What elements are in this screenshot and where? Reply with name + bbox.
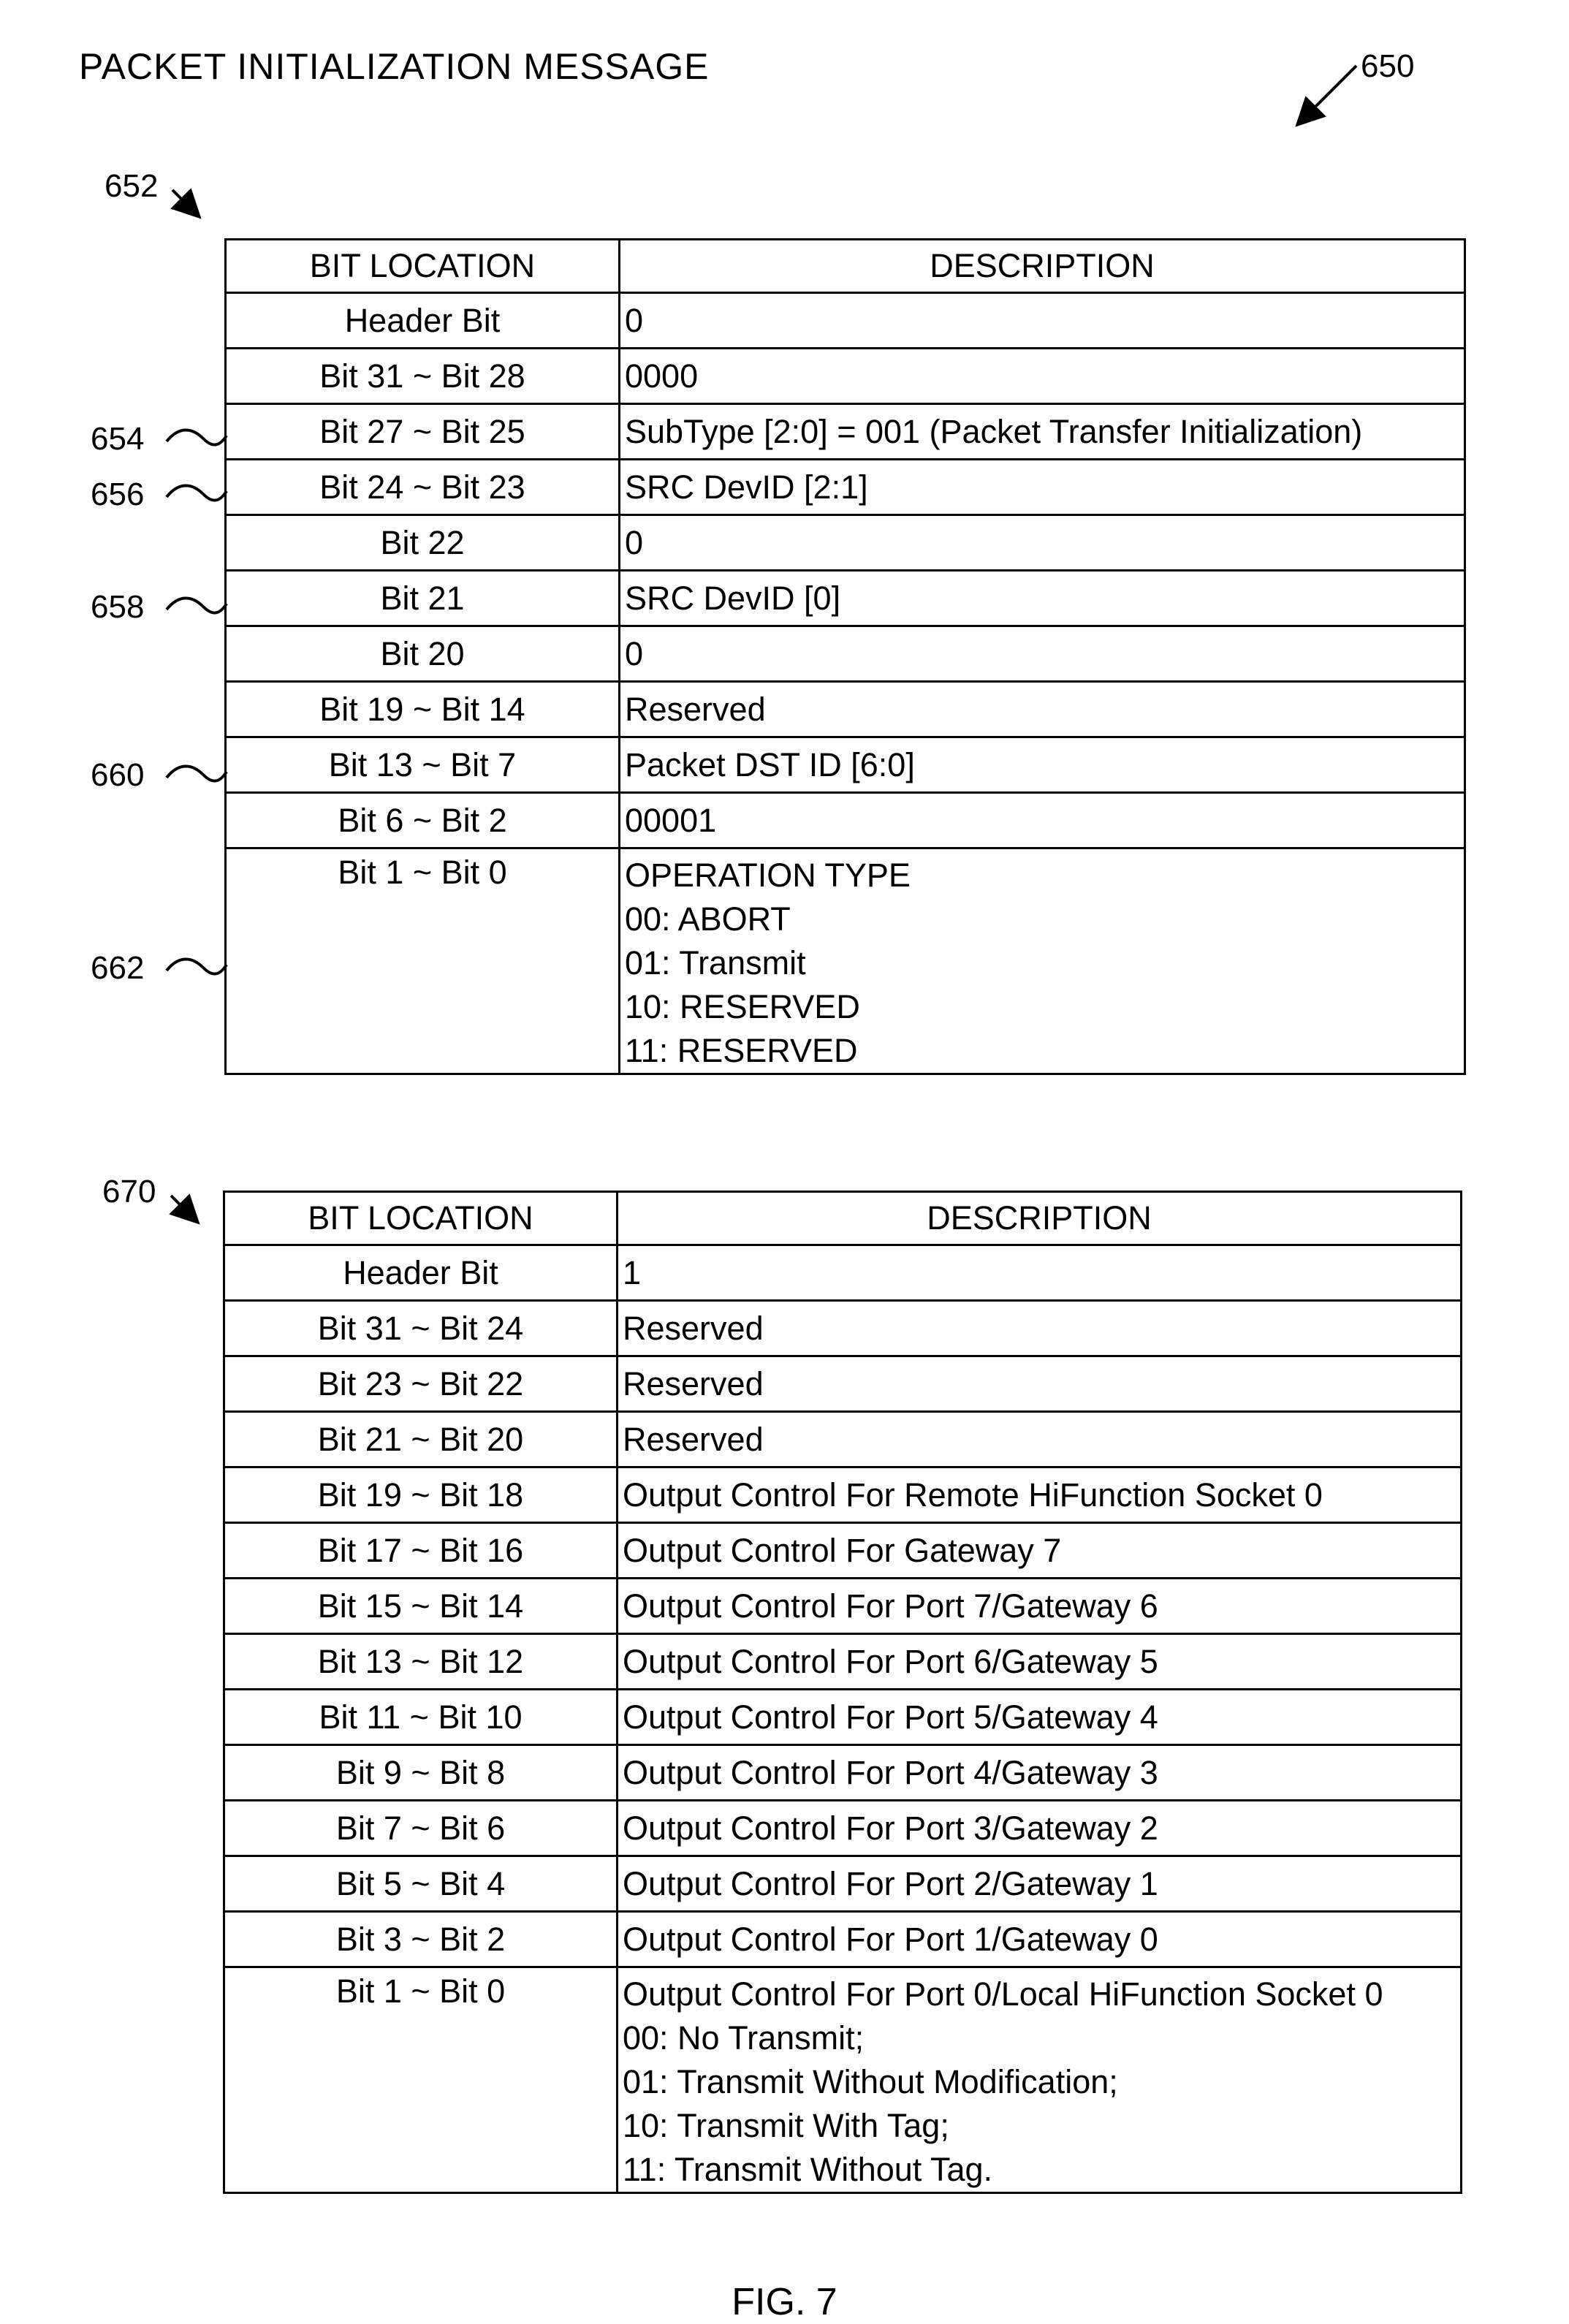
- bit-location-cell: Bit 1 ~ Bit 0: [226, 848, 620, 1074]
- bit-location-cell: Header Bit: [224, 1245, 618, 1301]
- arrow-670: [171, 1196, 196, 1220]
- arrow-650: [1299, 66, 1356, 123]
- header-description: DESCRIPTION: [620, 240, 1465, 293]
- description-line: 11: Transmit Without Tag.: [623, 2151, 993, 2188]
- ref-652: 652: [105, 168, 159, 204]
- ref-650: 650: [1361, 48, 1415, 84]
- description-line: 10: Transmit With Tag;: [623, 2107, 949, 2144]
- table-row: [226, 682, 1465, 737]
- table-header-row: [226, 240, 1465, 293]
- table-row: [224, 1301, 1462, 1356]
- description-cell: Packet DST ID [6:0]: [620, 737, 1465, 793]
- table-row: [226, 515, 1465, 571]
- table-row: [224, 1467, 1462, 1523]
- ref-658: 658: [91, 589, 145, 625]
- table-header-row: [224, 1192, 1462, 1245]
- bit-location-cell: Bit 6 ~ Bit 2: [226, 793, 620, 848]
- bit-location-cell: Bit 7 ~ Bit 6: [224, 1801, 618, 1856]
- bit-location-cell: Bit 13 ~ Bit 7: [226, 737, 620, 793]
- arrow-652: [172, 190, 197, 215]
- table-row: [224, 1690, 1462, 1745]
- leader-662: [167, 959, 227, 973]
- table-row: [224, 1912, 1462, 1967]
- bit-location-cell: Bit 19 ~ Bit 18: [224, 1467, 618, 1523]
- ref-654: 654: [91, 421, 145, 457]
- description-line: 10: RESERVED: [625, 988, 860, 1025]
- table-row: [224, 1245, 1462, 1301]
- header-bit-location: BIT LOCATION: [224, 1192, 618, 1245]
- description-cell: SRC DevID [2:1]: [620, 460, 1465, 515]
- bit-location-cell: Bit 27 ~ Bit 25: [226, 404, 620, 460]
- description-cell: Output Control For Port 5/Gateway 4: [618, 1690, 1462, 1745]
- table-row: [226, 848, 1465, 1074]
- leader-658: [167, 598, 227, 612]
- description-cell: Reserved: [618, 1412, 1462, 1467]
- table-row: [226, 349, 1465, 404]
- bit-location-cell: Header Bit: [226, 293, 620, 349]
- description-cell: Output Control For Port 4/Gateway 3: [618, 1745, 1462, 1801]
- description-cell: Output Control For Port 7/Gateway 6: [618, 1579, 1462, 1634]
- table-row: [224, 1579, 1462, 1634]
- page-title: PACKET INITIALIZATION MESSAGE: [79, 46, 710, 87]
- description-cell: 0000: [620, 349, 1465, 404]
- description-cell: Output Control For Port 1/Gateway 0: [618, 1912, 1462, 1967]
- bit-location-cell: Bit 3 ~ Bit 2: [224, 1912, 618, 1967]
- description-cell: 0: [620, 626, 1465, 682]
- description-line: 00: No Transmit;: [623, 2019, 865, 2057]
- bit-location-cell: Bit 31 ~ Bit 28: [226, 349, 620, 404]
- bit-location-cell: Bit 17 ~ Bit 16: [224, 1523, 618, 1579]
- table-row: [224, 1523, 1462, 1579]
- table-row: [224, 1801, 1462, 1856]
- leader-654: [167, 430, 227, 444]
- table-row: [224, 1356, 1462, 1412]
- bit-location-cell: Bit 31 ~ Bit 24: [224, 1301, 618, 1356]
- leader-660: [167, 766, 227, 781]
- bit-location-cell: Bit 24 ~ Bit 23: [226, 460, 620, 515]
- description-line: 00: ABORT: [625, 900, 791, 938]
- description-cell: [620, 848, 1465, 1074]
- leader-656: [167, 485, 227, 500]
- table-row: [224, 1745, 1462, 1801]
- table-row: [224, 1967, 1462, 2193]
- description-line: OPERATION TYPE: [625, 857, 911, 894]
- description-cell: [618, 1967, 1462, 2193]
- bit-location-cell: Bit 19 ~ Bit 14: [226, 682, 620, 737]
- description-line: 01: Transmit: [625, 944, 806, 981]
- bit-location-cell: Bit 11 ~ Bit 10: [224, 1690, 618, 1745]
- bit-location-cell: Bit 20: [226, 626, 620, 682]
- bit-location-cell: Bit 1 ~ Bit 0: [224, 1967, 618, 2193]
- description-cell: 0: [620, 293, 1465, 349]
- bit-table-652: [224, 238, 1466, 1075]
- table-row: [226, 571, 1465, 626]
- bit-location-cell: Bit 21 ~ Bit 20: [224, 1412, 618, 1467]
- description-cell: Output Control For Port 3/Gateway 2: [618, 1801, 1462, 1856]
- table-row: [224, 1412, 1462, 1467]
- description-cell: Output Control For Port 2/Gateway 1: [618, 1856, 1462, 1912]
- description-cell: SRC DevID [0]: [620, 571, 1465, 626]
- description-cell: 1: [618, 1245, 1462, 1301]
- header-bit-location: BIT LOCATION: [226, 240, 620, 293]
- table-row: [226, 626, 1465, 682]
- bit-location-cell: Bit 5 ~ Bit 4: [224, 1856, 618, 1912]
- ref-670: 670: [102, 1174, 156, 1210]
- table-row: [226, 737, 1465, 793]
- description-cell: Output Control For Gateway 7: [618, 1523, 1462, 1579]
- description-cell: Output Control For Remote HiFunction Socket 0: [618, 1467, 1462, 1523]
- table-row: [226, 404, 1465, 460]
- ref-660: 660: [91, 757, 145, 793]
- figure-label: FIG. 7: [732, 2281, 837, 2323]
- table-row: [226, 460, 1465, 515]
- ref-656: 656: [91, 476, 145, 512]
- description-cell: 0: [620, 515, 1465, 571]
- bit-table-670: [223, 1191, 1462, 2194]
- description-cell: 00001: [620, 793, 1465, 848]
- table-row: [224, 1634, 1462, 1690]
- header-description: DESCRIPTION: [618, 1192, 1462, 1245]
- table-row: [226, 793, 1465, 848]
- bit-location-cell: Bit 22: [226, 515, 620, 571]
- table-row: [224, 1856, 1462, 1912]
- table-row: [226, 293, 1465, 349]
- bit-location-cell: Bit 15 ~ Bit 14: [224, 1579, 618, 1634]
- bit-location-cell: Bit 9 ~ Bit 8: [224, 1745, 618, 1801]
- description-line: 01: Transmit Without Modification;: [623, 2063, 1118, 2100]
- bit-location-cell: Bit 23 ~ Bit 22: [224, 1356, 618, 1412]
- description-cell: SubType [2:0] = 001 (Packet Transfer Initialization): [620, 404, 1465, 460]
- description-cell: Reserved: [618, 1356, 1462, 1412]
- description-cell: Reserved: [618, 1301, 1462, 1356]
- bit-location-cell: Bit 13 ~ Bit 12: [224, 1634, 618, 1690]
- description-line: Output Control For Port 0/Local HiFunction Socket 0: [623, 1975, 1383, 2013]
- description-cell: Reserved: [620, 682, 1465, 737]
- ref-662: 662: [91, 950, 145, 986]
- bit-location-cell: Bit 21: [226, 571, 620, 626]
- description-line: 11: RESERVED: [625, 1032, 858, 1069]
- description-cell: Output Control For Port 6/Gateway 5: [618, 1634, 1462, 1690]
